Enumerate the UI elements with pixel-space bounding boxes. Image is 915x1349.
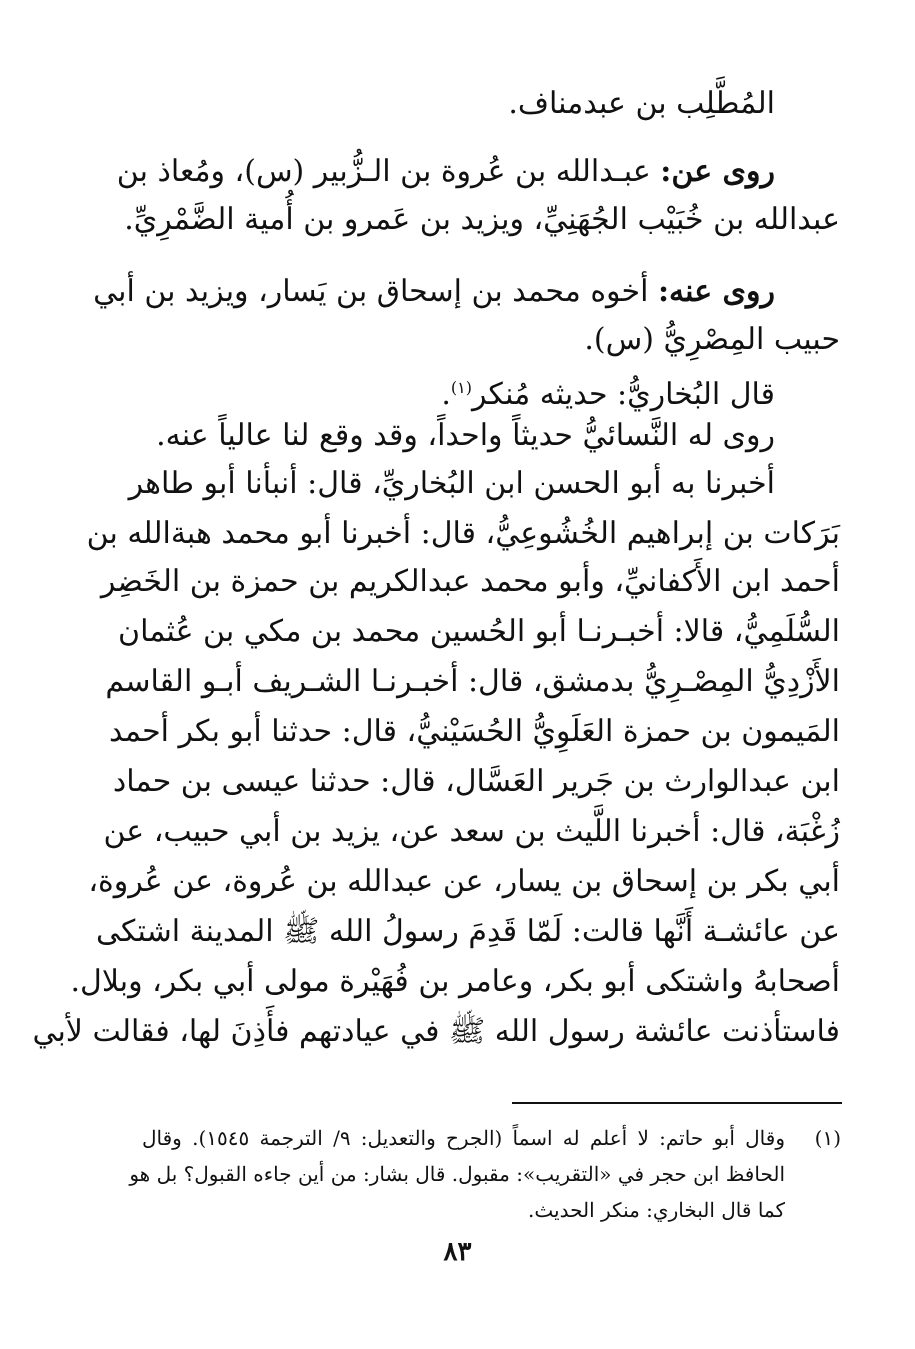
text-line	[86, 514, 840, 558]
footnote-divider	[512, 1102, 842, 1104]
line-text: الأَزْدِيُّ المِصْـرِيُّ بدمشق، قال: أخبـرنـا الشـريف أبـو القاسم	[105, 664, 840, 699]
line-text: روى له النَّسائيُّ حديثاً واحداً، وقد وقع لنا عالياً عنه.	[156, 418, 775, 453]
paragraph-rawa-anhu	[93, 272, 775, 316]
text-line	[142, 416, 775, 460]
text-line	[118, 612, 840, 656]
footnote-line: الحافظ ابن حجر في «التقريب»: مقبول. قال بشار: من أين جاءه القبول؟ بل هو	[129, 1162, 785, 1186]
line-text: أخوه محمد بن إسحاق بن يَسار، ويزيد بن أبي	[93, 274, 649, 309]
text-line	[88, 862, 840, 906]
line-text: أبي بكر بن إسحاق بن يسار، عن عبدالله بن عُروة، عن عُروة،	[88, 864, 840, 899]
text-line	[103, 812, 840, 856]
line-text: بَرَكات بن إبراهيم الخُشُوعِيُّ، قال: أخبرنا أبو محمد هبةالله بن	[86, 516, 840, 551]
footnote-line: وقال أبو حاتم: لا أعلم له اسماً (الجرح والتعديل: ٩/ الترجمة ١٥٤٥). وقال	[142, 1126, 785, 1150]
text-line	[142, 320, 840, 364]
footnote-reference[interactable]: (١)	[450, 378, 472, 397]
line-text: عبـدالله بن عُروة بن الـزُّبير (س)، ومُعاذ بن	[116, 154, 651, 189]
footnote-marker: (١)	[814, 1126, 841, 1150]
text-line	[32, 1012, 840, 1056]
line-text: ابن عبدالوارث بن جَرير العَسَّال، قال: حدثنا عيسى بن حماد	[112, 764, 840, 799]
text-line	[124, 200, 840, 244]
text-line	[108, 712, 840, 756]
line-text: قال البُخاريُّ: حديثه مُنكر	[471, 377, 775, 412]
label-rawa-anhu: روى عنه:	[657, 274, 775, 309]
label-rawa-an: روى عن:	[660, 154, 775, 189]
line-text: حبيب المِصْرِيُّ (س).	[584, 322, 840, 357]
paragraph-rawa-an	[116, 152, 775, 196]
line-text: زُغْبَة، قال: أخبرنا اللَّيث بن سعد عن، يزيد بن أبي حبيب، عن	[103, 814, 840, 849]
text-line	[142, 84, 775, 128]
text-line	[70, 962, 840, 1006]
text-line	[100, 562, 840, 606]
line-text: عن عائشـة أَنَّها قالت: لَمّا قَدِمَ رسولُ الله ﷺ المدينة اشتكى	[95, 914, 840, 949]
line-text: أصحابهُ واشتكى أبو بكر، وعامر بن فُهَيْرة مولى أبي بكر، وبلال.	[70, 964, 840, 999]
text-line	[105, 662, 840, 706]
page-number: ٨٣	[443, 1237, 472, 1267]
text-line	[95, 912, 840, 956]
line-text: عبدالله بن خُبَيْب الجُهَنِيِّ، ويزيد بن عَمرو بن أُمية الضَّمْرِيِّ.	[124, 202, 840, 237]
text-line: قال البُخاريُّ: حديثه مُنكر$^{(١)}$.	[441, 377, 775, 412]
line-text: المُطَّلِب بن عبدمناف.	[508, 86, 775, 121]
line-text: أخبرنا به أبو الحسن ابن البُخاريِّ، قال: أنبأنا أبو طاهر	[128, 466, 775, 501]
line-text: السُّلَمِيُّ، قالا: أخبـرنـا أبو الحُسين محمد بن مكي بن عُثمان	[118, 614, 840, 649]
line-text: فاستأذنت عائشة رسول الله ﷺ في عيادتهم فأَذِنَ لها، فقالت لأبي	[32, 1014, 840, 1049]
text-line	[112, 762, 840, 806]
text-line	[128, 464, 775, 508]
line-text: المَيمون بن حمزة العَلَوِيُّ الحُسَيْنيُّ، قال: حدثنا أبو بكر أحمد	[108, 714, 840, 749]
line-text: أحمد ابن الأَكفانيِّ، وأبو محمد عبدالكريم بن حمزة بن الخَضِر	[100, 564, 840, 599]
footnote-line: كما قال البخاري: منكر الحديث.	[528, 1198, 785, 1222]
